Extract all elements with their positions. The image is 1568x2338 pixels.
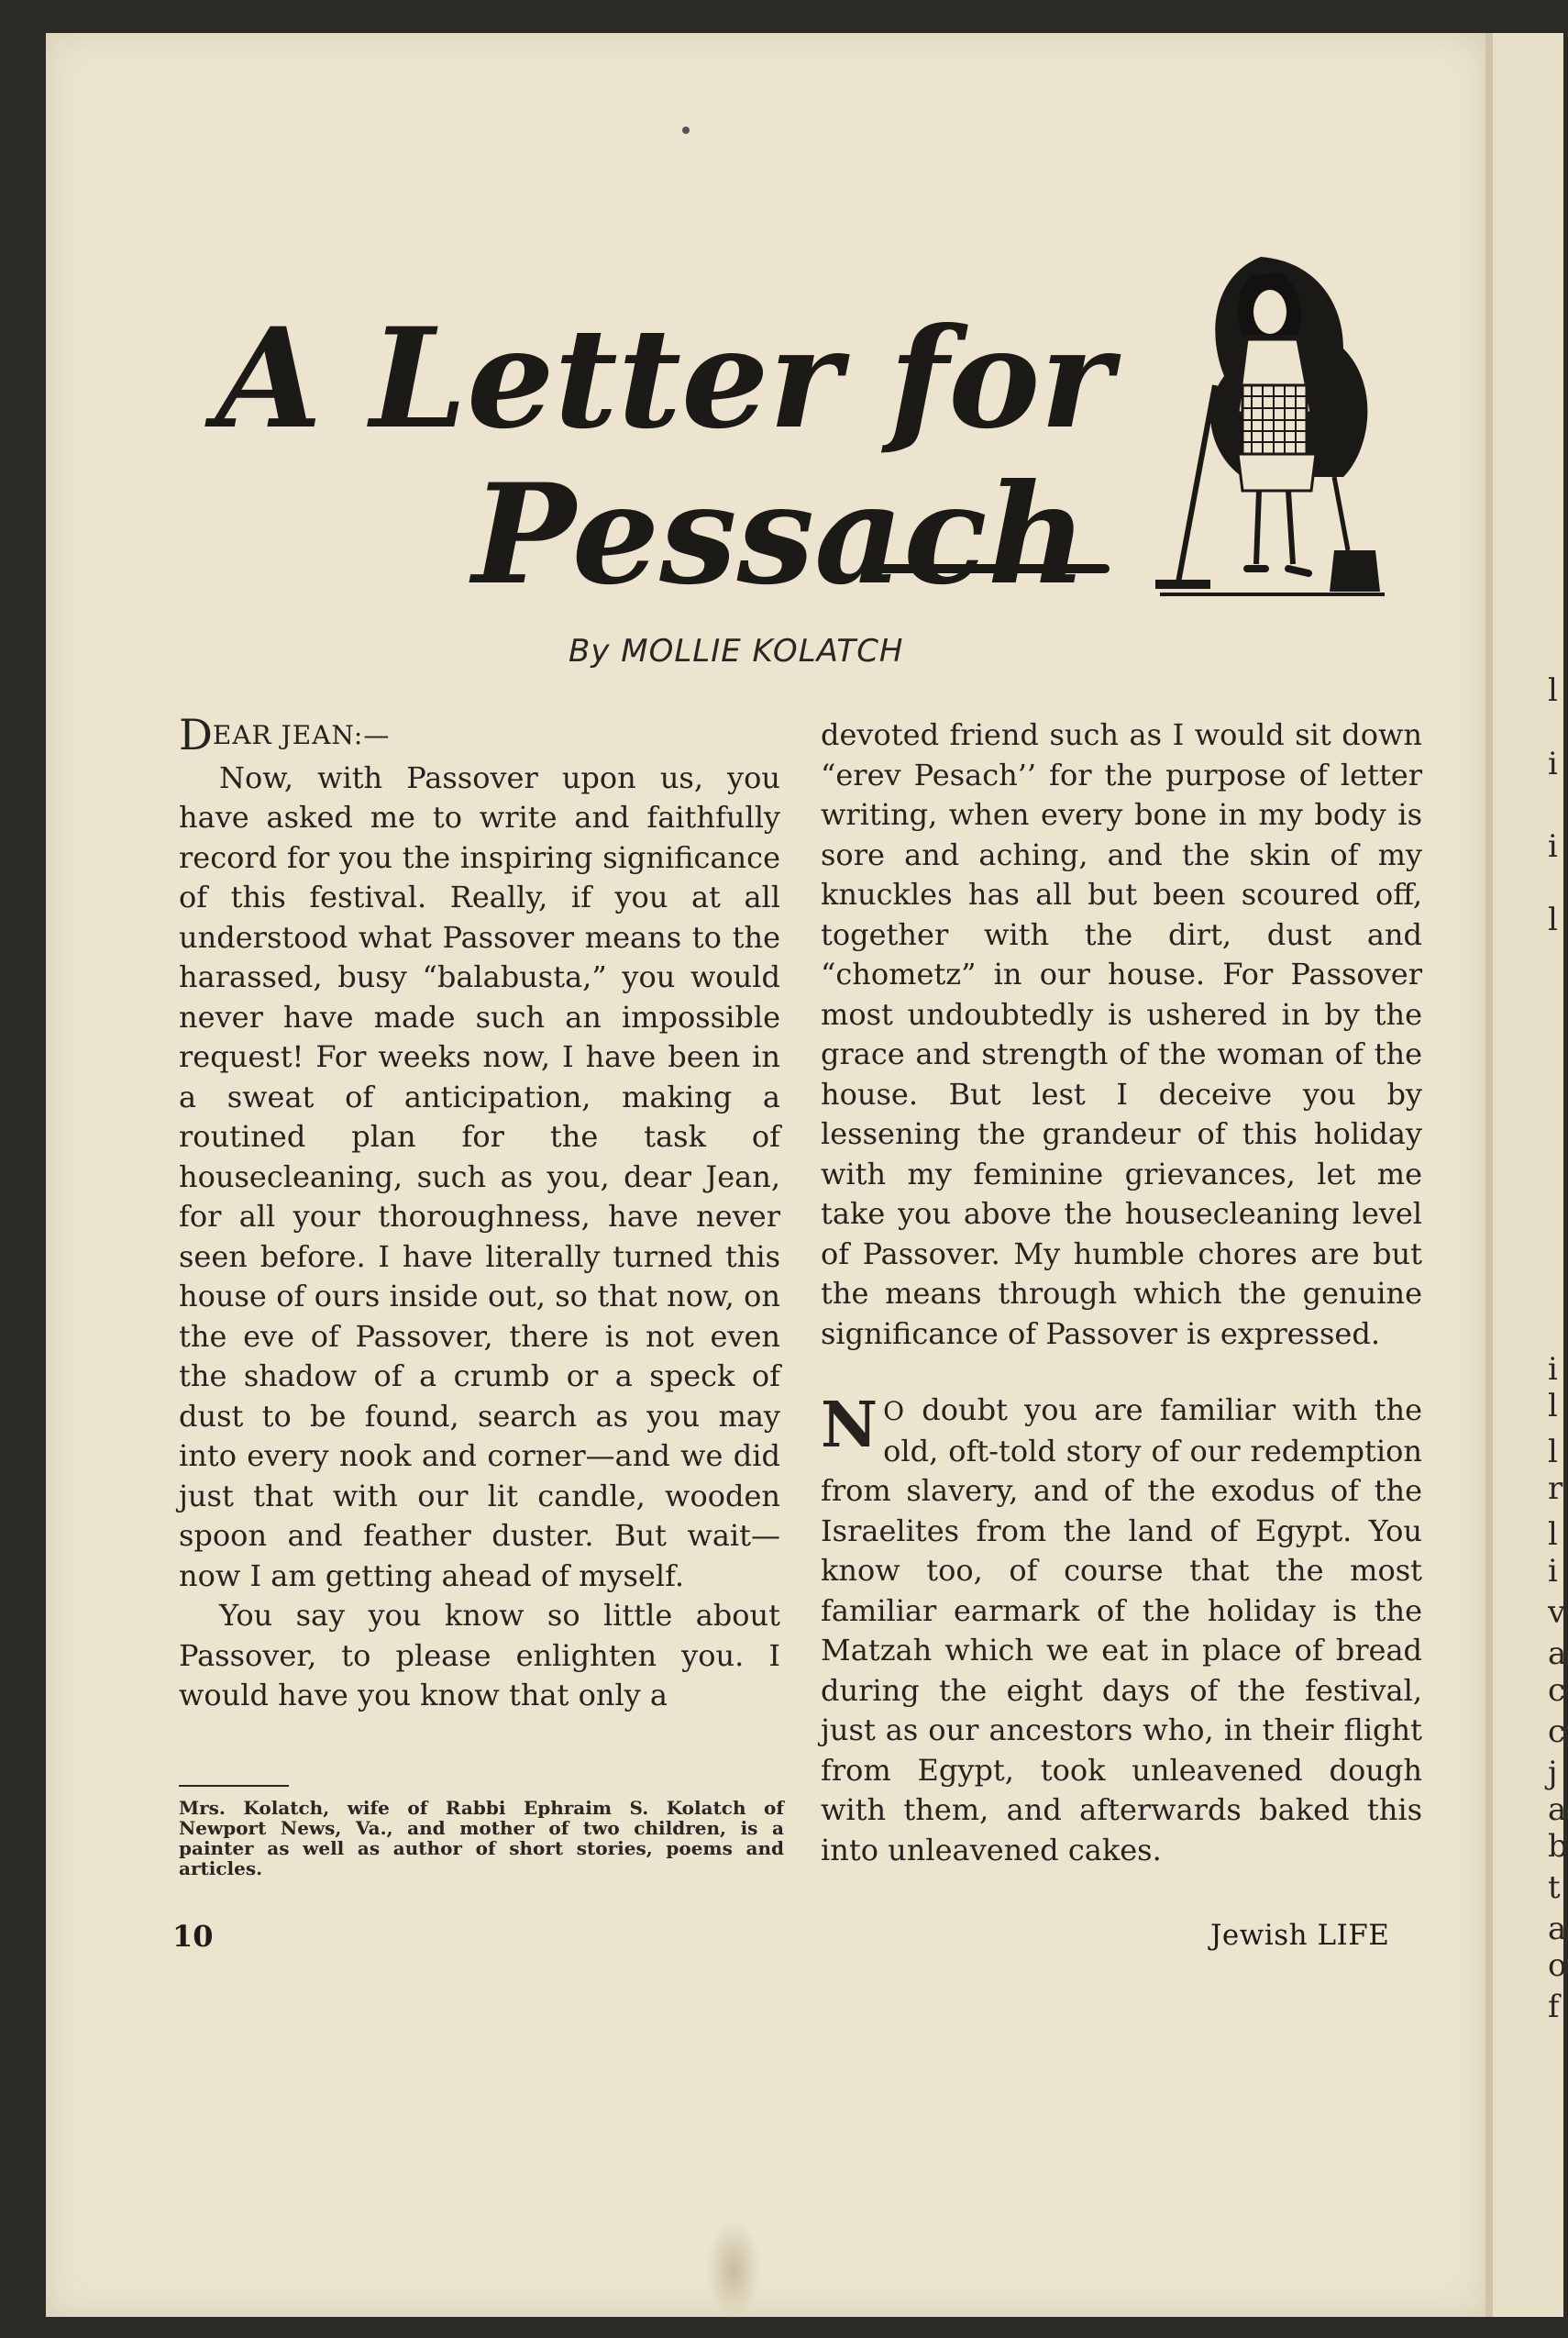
body-paragraph: You say you know so little about Passover, to please enlighten you. I would have you know that only a: [179, 1598, 780, 1712]
article-title: [206, 266, 1123, 633]
next-page-edge: [1493, 33, 1568, 2317]
salutation: [179, 710, 780, 759]
edge-letter: l: [1548, 1388, 1558, 1424]
page-number: 10: [172, 1919, 214, 1954]
body-paragraph: Now, with Passover upon us, you have asked me to write and faithfully record for you the inspiring significance of this festival. Really, if you at all understood what Passover means to the harassed, busy “balabusta,” you would never have made such an impossible request! For weeks now, I have been in a sweat of anticipation, making a routined plan for the task of housecleaning, such as you, dear Jean, for all your thoroughness, have never seen before. I have literally turned this house of ours inside out, so that now, on the eve of Passover, there is not even the shadow of a crumb or a speck of dust to be found, search as you may into every nook and corner—and we did just that with our lit candle, wooden spoon and feather duster. But wait—now I am getting ahead of myself.: [179, 759, 780, 1593]
edge-letter: l: [1548, 902, 1558, 938]
salutation-text: EAR JEAN:—: [212, 720, 391, 750]
body-paragraph: [821, 1391, 1422, 1870]
woman-with-broom-illustration: [1151, 248, 1389, 601]
edge-letter: c: [1548, 1713, 1566, 1750]
print-speck: [682, 127, 690, 134]
edge-letter: a: [1548, 1791, 1567, 1828]
left-column: [179, 710, 780, 1716]
edge-letter: v: [1548, 1594, 1566, 1631]
title-line-2: Pessach: [472, 454, 1088, 615]
right-column: [821, 715, 1422, 1870]
small-cap: O: [883, 1396, 906, 1426]
page-gutter: [1485, 33, 1493, 2317]
edge-letter: l: [1548, 672, 1558, 709]
byline: By MOLLIE KOLATCH: [569, 633, 904, 670]
title-line-1: A Letter for: [215, 298, 1113, 460]
edge-letter: o: [1548, 1947, 1567, 1984]
edge-letter: b: [1548, 1828, 1568, 1865]
edge-letter: t: [1548, 1869, 1561, 1906]
edge-letter: c: [1548, 1672, 1566, 1709]
drop-cap: N: [821, 1389, 878, 1462]
magazine-name: Jewish LIFE: [1210, 1919, 1390, 1952]
edge-letter: i: [1548, 1351, 1558, 1388]
edge-letter: r: [1548, 1470, 1563, 1507]
edge-letter: i: [1548, 1553, 1558, 1590]
edge-letter: j: [1548, 1755, 1558, 1791]
body-paragraph: devoted friend such as I would sit down “erev Pesach’’ for the purpose of letter writing, when every bone in my body is sore and aching, and the skin of my knuckles has all but been scoured off, together with the dirt, dust and “chometz” in our house. For Passover most undoubtedly is ushered in by the grace and strength of the woman of the house. But lest I deceive you by lessening the grandeur of this holiday with my feminine grievances, let me take you above the housecleaning level of Passover. My humble chores are but the means through which the genuine significance of Passover is expressed.: [821, 717, 1422, 1351]
edge-letter: i: [1548, 828, 1558, 865]
edge-letter: a: [1548, 1635, 1567, 1672]
edge-letter: a: [1548, 1911, 1567, 1947]
author-footnote: Mrs. Kolatch, wife of Rabbi Ephraim S. Kolatch of Newport News, Va., and mother of two children, is a painter as well as author of short stories, poems and articles.: [179, 1797, 784, 1879]
edge-letter: f: [1548, 1989, 1560, 2025]
paragraph-text: doubt you are familiar with the old, oft-told story of our redemption from slavery, and of the exodus of the Israelites from the land of Egypt. You know too, of course that the most familiar earmark of the holiday is the Matzah which we eat in place of bread during the eight days of the festival, just as our ancestors who, in their flight from Egypt, took unleavened dough with them, and afterwards baked this into unleavened cakes.: [821, 1392, 1422, 1867]
edge-letter: l: [1548, 1434, 1558, 1470]
footnote-rule: [179, 1785, 289, 1787]
paper-stain: [706, 2220, 761, 2321]
edge-letter: i: [1548, 746, 1558, 782]
edge-letter: l: [1548, 1516, 1558, 1553]
drop-cap: D: [179, 710, 213, 759]
